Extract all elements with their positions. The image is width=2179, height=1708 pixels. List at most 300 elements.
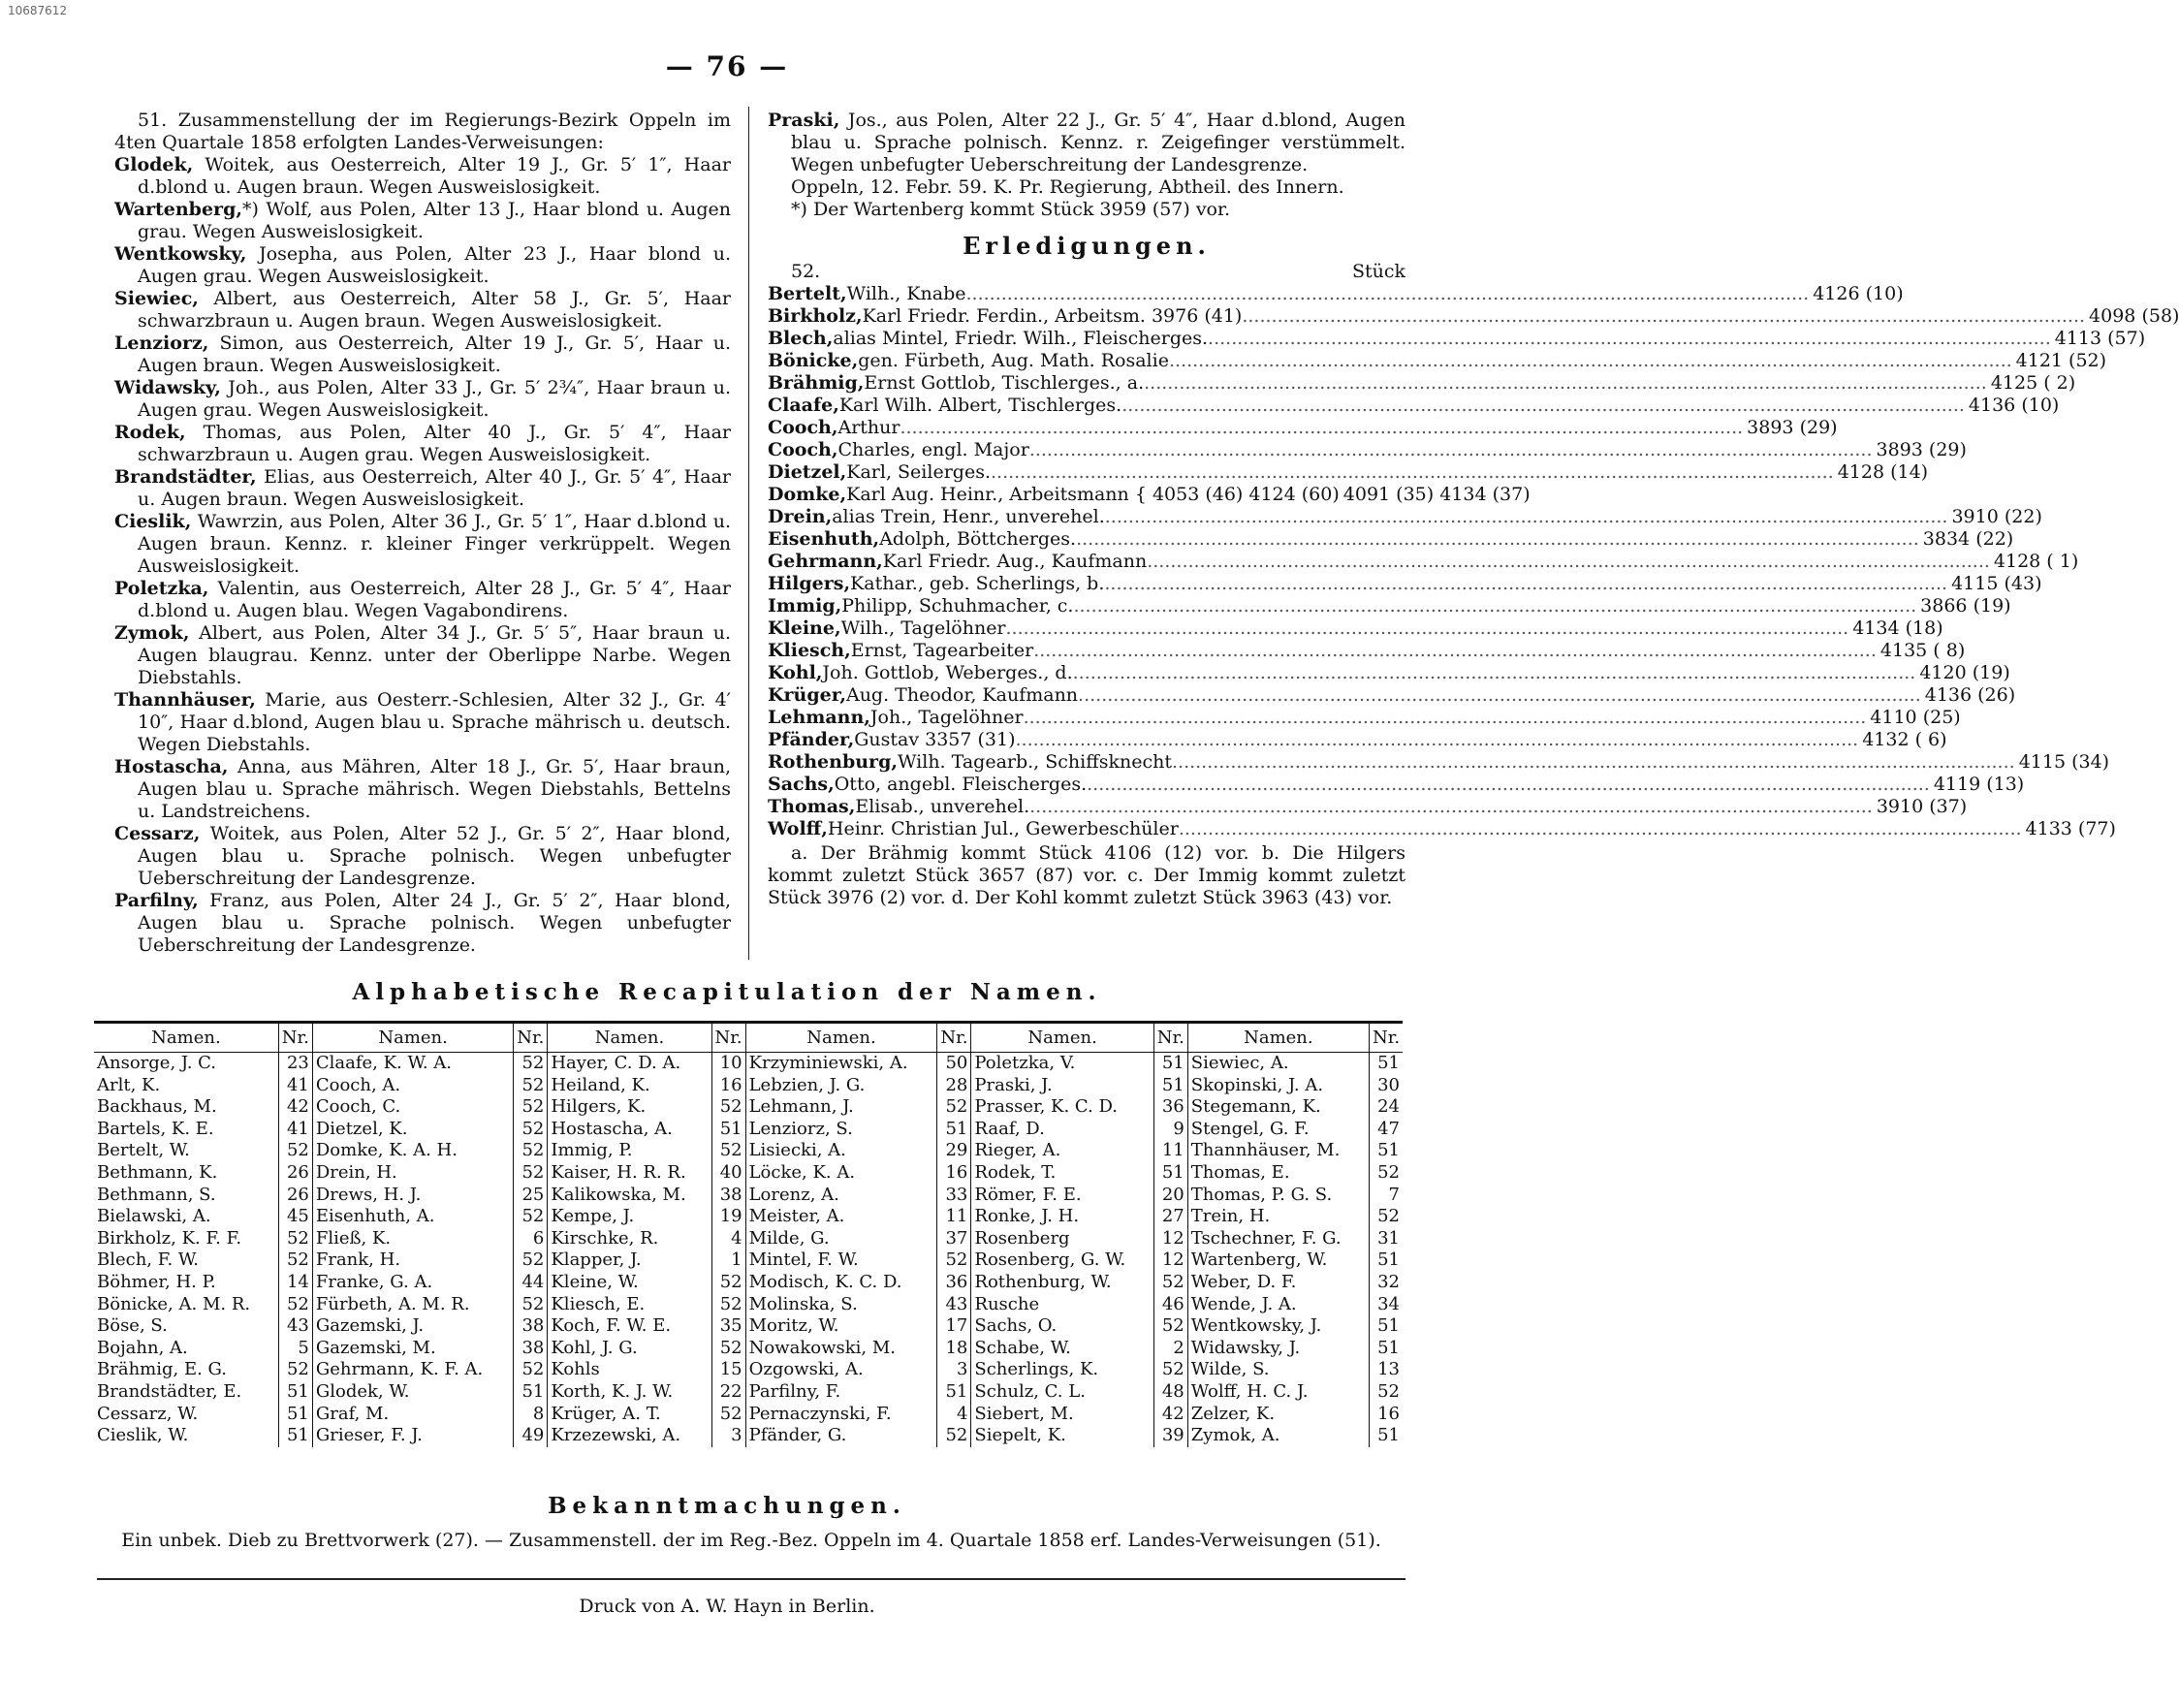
recap-name-cell: Immig, P.	[548, 1140, 711, 1162]
entry-name: Rodek,	[114, 422, 186, 443]
recap-nr-cell: 51	[1153, 1162, 1187, 1185]
erledigung-stueck: 4110 (25)	[1870, 707, 1961, 728]
table-row	[94, 1294, 1403, 1316]
table-row	[94, 1404, 1403, 1426]
recap-name-cell: Stegemann, K.	[1187, 1096, 1369, 1119]
entry-name: Parfilny,	[114, 890, 199, 911]
erledigung-detail: Ernst Gottlob, Tischlerges., a.	[864, 372, 1145, 394]
erledigung-row	[768, 461, 1929, 484]
erledigung-stueck: 3910 (37)	[1876, 796, 1968, 817]
recap-name-cell: Krzezewski, A.	[548, 1425, 711, 1447]
leader-dots	[1144, 372, 1987, 395]
erledigung-stueck: 4135 ( 8)	[1879, 640, 1966, 661]
erledigung-stueck: 4136 (26)	[1924, 684, 2016, 706]
recap-nr-cell: 16	[711, 1075, 745, 1097]
erledigung-name: Bönicke,	[768, 350, 859, 371]
recap-nr-cell: 52	[514, 1119, 548, 1141]
erledigung-name: Kohl,	[768, 662, 823, 683]
recap-name-cell: Eisenhuth, A.	[312, 1206, 514, 1228]
recap-name-cell: Rodek, T.	[971, 1162, 1153, 1185]
recap-nr-cell: 35	[711, 1315, 745, 1338]
erledigung-detail: Joh., Tagelöhner	[869, 707, 1024, 728]
leader-dots	[1179, 818, 2022, 840]
recap-name-cell: Modisch, K. C. D.	[745, 1272, 937, 1294]
recap-header-nr: Nr.	[1153, 1023, 1187, 1053]
expulsion-entry	[114, 823, 731, 890]
recap-name-cell: Weber, D. F.	[1187, 1272, 1369, 1294]
entry-text: Albert, aus Oesterreich, Alter 58 J., Gr. 5′, Haar schwarzbraun u. Augen braun. Wegen Ausweislosigkeit.	[138, 288, 731, 332]
leader-dots	[1078, 684, 1921, 707]
expulsion-entry	[114, 288, 731, 332]
expulsion-entry	[114, 243, 731, 288]
recap-nr-cell: 34	[1377, 1293, 1400, 1314]
recap-name-cell: Fließ, K.	[312, 1228, 514, 1250]
recap-name-cell: Grieser, F. J.	[312, 1425, 514, 1447]
recap-nr-cell: 31	[1377, 1227, 1400, 1249]
table-row	[94, 1228, 1403, 1250]
leader-dots	[1172, 751, 2015, 774]
erledigung-detail: alias Mintel, Friedr. Wilh., Fleischerges.	[833, 328, 1209, 349]
expulsion-entry	[114, 154, 731, 199]
recap-nr-cell: 38	[514, 1338, 548, 1360]
erledigung-detail: alias Trein, Henr., unverehel.	[832, 506, 1105, 527]
recap-header-name: Namen.	[745, 1023, 937, 1053]
recap-nr-cell: 49	[514, 1425, 548, 1447]
recap-nr-cell: 51	[1377, 1249, 1400, 1271]
recap-nr-cell: 19	[711, 1206, 745, 1228]
table-row	[94, 1272, 1403, 1294]
recap-name-cell: Gazemski, M.	[312, 1338, 514, 1360]
recap-name-cell: Ansorge, J. C.	[94, 1053, 278, 1075]
right-column	[768, 110, 2179, 909]
leader-dots	[1029, 796, 1873, 818]
recap-nr-cell: 28	[937, 1075, 971, 1097]
erledigung-name: Kleine,	[768, 617, 841, 639]
erledigung-name: Wolff,	[768, 818, 828, 839]
entry-text: Joh., aus Polen, Alter 33 J., Gr. 5′ 2¾″, Haar braun u. Augen grau. Wegen Ausweislosigkeit.	[138, 377, 731, 421]
recap-name-cell: Kaiser, H. R. R.	[548, 1162, 711, 1185]
entry-text: Woitek, aus Oesterreich, Alter 19 J., Gr. 5′ 1″, Haar d.blond u. Augen braun. Wegen Ausweislosigkeit.	[138, 154, 731, 198]
recap-name-cell: Thannhäuser, M.	[1187, 1140, 1369, 1162]
recap-header-nr: Nr.	[937, 1023, 971, 1053]
entry-text: Simon, aus Oesterreich, Alter 19 J., Gr. 5′, Haar u. Augen braun. Wegen Ausweislosigkeit.	[138, 332, 731, 376]
erledigung-detail: Adolph, Böttcherges.	[879, 528, 1077, 550]
expulsion-entry	[114, 199, 731, 243]
recap-nr-cell: 14	[278, 1272, 312, 1294]
erledigungen-list	[768, 283, 2179, 840]
table-row	[94, 1119, 1403, 1141]
expulsion-entry	[114, 689, 731, 756]
recap-name-cell: Kirschke, R.	[548, 1228, 711, 1250]
erledigung-name: Lehmann,	[768, 707, 870, 728]
recap-nr-cell: 52	[514, 1053, 548, 1075]
expulsion-entry	[114, 332, 731, 377]
entry-name: Wentkowsky,	[114, 243, 247, 265]
erledigungen-title: Erledigungen.	[963, 232, 1211, 260]
erledigung-stueck: 3893 (29)	[1876, 439, 1967, 460]
recap-header-name: Namen.	[312, 1023, 514, 1053]
erledigung-stueck: 4115 (43)	[1951, 573, 2042, 594]
entry-name: Hostascha,	[114, 756, 229, 777]
recap-nr-cell: 52	[1153, 1315, 1187, 1338]
recap-nr-cell: 51	[937, 1119, 971, 1141]
recap-nr-cell: 52	[278, 1249, 312, 1272]
recap-nr-cell: 52	[1377, 1380, 1400, 1402]
recap-nr-cell: 2	[1153, 1338, 1187, 1360]
table-row	[94, 1425, 1403, 1447]
erledigung-name: Cooch,	[768, 439, 838, 460]
recap-nr-cell: 51	[278, 1381, 312, 1404]
leader-dots	[1105, 506, 1948, 528]
recap-nr-cell: 41	[278, 1119, 312, 1141]
recap-nr-cell: 47	[1377, 1118, 1400, 1139]
erledigung-name: Thomas,	[768, 796, 856, 817]
recap-name-cell: Kalikowska, M.	[548, 1185, 711, 1207]
recap-nr-cell: 51	[278, 1425, 312, 1447]
table-row	[94, 1162, 1403, 1185]
recap-name-cell: Löcke, K. A.	[745, 1162, 937, 1185]
recap-nr-cell: 16	[1377, 1403, 1400, 1424]
recap-nr-cell: 52	[937, 1096, 971, 1119]
recap-nr-cell: 51	[1153, 1053, 1187, 1075]
section-51-intro: 51. Zusammenstellung der im Regierungs-Bezirk Oppeln im 4ten Quartale 1858 erfolgten Landes-Verweisungen:	[114, 110, 731, 153]
recap-name-cell: Siepelt, K.	[971, 1425, 1153, 1447]
recap-nr-cell: 17	[937, 1315, 971, 1338]
recap-nr-cell: 52	[278, 1359, 312, 1381]
recap-nr-cell: 52	[514, 1359, 548, 1381]
expulsion-entry	[114, 422, 731, 466]
recap-name-cell: Sachs, O.	[971, 1315, 1153, 1338]
recap-name-cell: Lehmann, J.	[745, 1096, 937, 1119]
erledigung-detail: Ernst, Tagearbeiter	[850, 640, 1034, 661]
entry-text: Thomas, aus Polen, Alter 40 J., Gr. 5′ 4″, Haar schwarzbraun u. Augen grau. Wegen Ausweislosigkeit.	[138, 422, 731, 465]
erledigungen-number: 52.	[791, 261, 821, 282]
recap-nr-cell: 52	[514, 1162, 548, 1185]
recap-name-cell: Klapper, J.	[548, 1249, 711, 1272]
recap-name-cell: Zelzer, K.	[1187, 1404, 1369, 1426]
leader-dots	[1024, 707, 1867, 729]
recap-name-cell: Wilde, S.	[1187, 1359, 1369, 1381]
leader-dots	[1147, 551, 1990, 573]
erledigung-row	[768, 417, 1838, 439]
erledigung-detail: Gustav 3357 (31)	[854, 729, 1016, 750]
erledigung-detail: Wilh., Tagelöhner	[840, 617, 1006, 639]
entry-name: Lenziorz,	[114, 332, 209, 354]
table-row	[94, 1249, 1403, 1272]
erledigung-row	[768, 551, 2079, 573]
recap-nr-cell: 51	[1153, 1075, 1187, 1097]
leader-dots	[1033, 640, 1877, 662]
recap-name-cell: Franke, G. A.	[312, 1272, 514, 1294]
left-column	[114, 110, 731, 957]
recap-nr-cell: 42	[1153, 1404, 1187, 1426]
entry-text: Valentin, aus Oesterreich, Alter 28 J., Gr. 5′ 4″, Haar d.blond u. Augen blau. Wegen Vagabondirens.	[138, 578, 731, 621]
recap-nr-cell: 36	[1153, 1096, 1187, 1119]
recap-nr-cell: 51	[1377, 1425, 1400, 1446]
expulsion-entry	[114, 466, 731, 511]
recap-name-cell: Rieger, A.	[971, 1140, 1153, 1162]
erledigung-detail: Elisab., unverehel.	[855, 796, 1030, 817]
recap-nr-cell: 37	[937, 1228, 971, 1250]
recap-nr-cell: 15	[711, 1359, 745, 1381]
recap-nr-cell: 3	[937, 1359, 971, 1381]
recap-nr-cell: 1	[711, 1249, 745, 1272]
recap-name-cell: Milde, G.	[745, 1228, 937, 1250]
entry-name: Praski,	[768, 110, 840, 131]
recap-name-cell: Cieslik, W.	[94, 1425, 278, 1447]
recap-name-cell: Dietzel, K.	[312, 1119, 514, 1141]
erledigung-row	[768, 707, 1961, 729]
recap-nr-cell: 52	[711, 1140, 745, 1162]
erledigung-name: Kliesch,	[768, 640, 851, 661]
signature: Oppeln, 12. Febr. 59. K. Pr. Regierung, Abtheil. des Innern.	[791, 176, 1344, 198]
recap-nr-cell: 25	[514, 1185, 548, 1207]
recap-nr-cell: 22	[711, 1381, 745, 1404]
erledigung-stueck: 4091 (35) 4134 (37)	[1342, 484, 1531, 505]
recap-name-cell: Böse, S.	[94, 1315, 278, 1338]
erledigung-detail: Heinr. Christian Jul., Gewerbeschüler	[827, 818, 1179, 839]
recap-name-cell: Lebzien, J. G.	[745, 1075, 937, 1097]
erledigung-stueck: 4115 (34)	[2018, 751, 2110, 773]
recap-name-cell: Römer, F. E.	[971, 1185, 1153, 1207]
recap-nr-cell: 10	[711, 1053, 745, 1075]
recap-nr-cell: 51	[1377, 1053, 1400, 1073]
recap-nr-cell: 33	[937, 1185, 971, 1207]
recap-name-cell: Kleine, W.	[548, 1272, 711, 1294]
recap-name-cell: Bethmann, S.	[94, 1185, 278, 1207]
expulsion-entry	[768, 110, 1405, 176]
leader-dots	[1016, 729, 1859, 751]
erledigung-stueck: 4134 (18)	[1852, 617, 1943, 639]
entry-text: Woitek, aus Polen, Alter 52 J., Gr. 5′ 2″, Haar blond, Augen blau u. Sprache polnisch. Wegen unbefugter Ueberschreitung der Landesgrenze.	[138, 823, 731, 889]
erledigung-stueck: 3834 (22)	[1922, 528, 2014, 550]
recap-nr-cell: 52	[514, 1294, 548, 1316]
recap-name-cell: Mintel, F. W.	[745, 1249, 937, 1272]
leader-dots	[991, 461, 1834, 484]
recap-name-cell: Raaf, D.	[971, 1119, 1153, 1141]
recap-nr-cell: 9	[1153, 1119, 1187, 1141]
recap-nr-cell: 13	[1377, 1359, 1400, 1380]
entry-name: Poletzka,	[114, 578, 209, 599]
recap-name-cell: Thomas, E.	[1187, 1162, 1369, 1185]
erledigung-detail: Wilh., Knabe	[846, 283, 966, 304]
recap-name-cell: Ronke, J. H.	[971, 1206, 1153, 1228]
recap-name-cell: Wende, J. A.	[1187, 1294, 1369, 1316]
recap-nr-cell: 11	[1153, 1140, 1187, 1162]
erledigung-row	[768, 684, 2016, 707]
erledigung-row	[768, 751, 2110, 774]
entry-text: Albert, aus Polen, Alter 34 J., Gr. 5′ 5″, Haar braun u. Augen blaugrau. Kennz. unter der Oberlippe Narbe. Wegen Diebstahls.	[138, 622, 731, 688]
recap-name-cell: Gehrmann, K. F. A.	[312, 1359, 514, 1381]
erledigungen-stueck-header: Stück	[1351, 261, 1405, 282]
erledigung-row	[768, 640, 1966, 662]
recap-header-row	[94, 1023, 1403, 1053]
recap-nr-cell: 44	[514, 1272, 548, 1294]
recap-nr-cell: 30	[1377, 1074, 1400, 1095]
recap-nr-cell: 6	[514, 1228, 548, 1250]
erledigung-row	[768, 283, 1904, 305]
recap-nr-cell: 36	[937, 1272, 971, 1294]
recap-nr-cell: 38	[514, 1315, 548, 1338]
expulsion-entry	[114, 511, 731, 578]
expulsion-entry	[114, 377, 731, 422]
erledigung-row	[768, 350, 2107, 372]
erledigung-row	[768, 617, 1943, 640]
recap-name-cell: Trein, H.	[1187, 1206, 1369, 1228]
erledigung-stueck: 4098 (58)	[2089, 305, 2179, 327]
recap-name-cell: Rothenburg, W.	[971, 1272, 1153, 1294]
recap-nr-cell: 52	[514, 1075, 548, 1097]
recap-nr-cell: 40	[711, 1162, 745, 1185]
recap-nr-cell: 51	[711, 1119, 745, 1141]
erledigung-name: Drein,	[768, 506, 833, 527]
entry-text: *) Wolf, aus Polen, Alter 13 J., Haar blond u. Augen grau. Wegen Ausweislosigkeit.	[138, 199, 731, 242]
recap-nr-cell: 7	[1388, 1184, 1400, 1205]
recap-name-cell: Widawsky, J.	[1187, 1338, 1369, 1360]
table-row	[94, 1185, 1403, 1207]
recap-name-cell: Koch, F. W. E.	[548, 1315, 711, 1338]
recap-nr-cell: 52	[937, 1425, 971, 1447]
table-row	[94, 1206, 1403, 1228]
erledigung-detail: Aug. Theodor, Kaufmann	[845, 684, 1079, 706]
erledigung-stueck: 4136 (10)	[1968, 395, 2060, 416]
table-row	[94, 1338, 1403, 1360]
recap-nr-cell: 24	[1377, 1096, 1400, 1118]
printer-imprint: Druck von A. W. Hayn in Berlin.	[579, 1596, 875, 1617]
recap-name-cell: Cooch, A.	[312, 1075, 514, 1097]
leader-dots	[1087, 774, 1930, 796]
recap-name-cell: Brähmig, E. G.	[94, 1359, 278, 1381]
recap-nr-cell: 52	[278, 1228, 312, 1250]
expulsion-entry	[114, 756, 731, 823]
recap-name-cell: Wentkowsky, J.	[1187, 1315, 1369, 1338]
table-row	[94, 1075, 1403, 1097]
recap-nr-cell: 52	[1377, 1161, 1400, 1183]
erledigung-stueck: 4119 (13)	[1933, 774, 2025, 795]
recap-nr-cell: 51	[1377, 1140, 1400, 1161]
entry-name: Cieslik,	[114, 511, 192, 532]
recap-name-cell: Bertelt, W.	[94, 1140, 278, 1162]
erledigung-detail: gen. Fürbeth, Aug. Math. Rosalie	[858, 350, 1169, 371]
recap-name-cell: Kempe, J.	[548, 1206, 711, 1228]
table-row	[94, 1053, 1403, 1075]
erledigung-name: Domke,	[768, 484, 847, 505]
erledigung-row	[768, 328, 2146, 350]
recap-name-cell: Kohl, J. G.	[548, 1338, 711, 1360]
expulsion-entry	[114, 578, 731, 622]
recap-header-nr: Nr.	[514, 1023, 548, 1053]
entry-name: Brandstädter,	[114, 466, 257, 488]
leader-dots	[966, 283, 1810, 305]
recap-name-cell: Domke, K. A. H.	[312, 1140, 514, 1162]
erledigung-stueck: 4132 ( 6)	[1862, 729, 1947, 750]
recap-nr-cell: 52	[1377, 1206, 1400, 1227]
recap-nr-cell: 52	[514, 1206, 548, 1228]
expulsion-entry	[114, 890, 731, 957]
erledigung-name: Krüger,	[768, 684, 846, 706]
erledigung-row	[768, 595, 2011, 617]
leader-dots	[1073, 595, 1916, 617]
recap-name-cell: Lenziorz, S.	[745, 1119, 937, 1141]
erledigung-stueck: 4121 (52)	[2015, 350, 2107, 371]
recap-name-cell: Schabe, W.	[971, 1338, 1153, 1360]
recap-header-nr: Nr.	[711, 1023, 745, 1053]
recap-name-cell: Wolff, H. C. J.	[1187, 1381, 1369, 1404]
recap-nr-cell: 50	[937, 1053, 971, 1075]
recap-header-name: Namen.	[94, 1023, 278, 1053]
erledigung-stueck: 4125 ( 2)	[1990, 372, 2076, 394]
recap-nr-cell: 32	[1377, 1271, 1400, 1292]
recap-title: Alphabetische Recapitulation der Namen.	[352, 979, 1102, 1005]
erledigung-stueck: 4126 (10)	[1813, 283, 1904, 304]
recap-nr-cell: 41	[278, 1075, 312, 1097]
recap-name-cell: Tschechner, F. G.	[1187, 1228, 1369, 1250]
recap-name-cell: Drein, H.	[312, 1162, 514, 1185]
erledigung-stueck: 4113 (57)	[2054, 328, 2146, 349]
erledigung-name: Eisenhuth,	[768, 528, 880, 550]
leader-dots	[1169, 350, 2012, 372]
table-row	[94, 1359, 1403, 1381]
entry-text: Wawrzin, aus Polen, Alter 36 J., Gr. 5′ 1″, Haar d.blond u. Augen braun. Kennz. r. kleiner Finger verkrüppelt. Wegen Ausweislosigkeit.	[138, 511, 731, 577]
entry-text: Jos., aus Polen, Alter 22 J., Gr. 5′ 4″, Haar d.blond, Augen blau u. Sprache polnisch. Kennz. r. Zeigefinger verstümmelt. Wegen unbefugter Ueberschreitung der Landesgrenze.	[791, 110, 1405, 175]
recap-name-cell: Bethmann, K.	[94, 1162, 278, 1185]
recap-name-cell: Krüger, A. T.	[548, 1404, 711, 1426]
recap-header-name: Namen.	[548, 1023, 711, 1053]
erledigung-name: Cooch,	[768, 417, 838, 438]
recap-nr-cell: 42	[278, 1096, 312, 1119]
recap-name-cell: Zymok, A.	[1187, 1425, 1369, 1447]
recap-name-cell: Rusche	[971, 1294, 1153, 1316]
page-number: — 76 —	[665, 50, 789, 82]
recap-nr-cell: 12	[1153, 1228, 1187, 1250]
recap-nr-cell: 18	[937, 1338, 971, 1360]
expulsion-entry	[114, 622, 731, 689]
leader-dots	[1208, 328, 2051, 350]
erledigung-detail: Karl, Seilerges.	[846, 461, 991, 483]
recap-name-cell: Bielawski, A.	[94, 1206, 278, 1228]
erledigung-name: Pfänder,	[768, 729, 855, 750]
recap-nr-cell: 52	[711, 1294, 745, 1316]
erledigung-row	[768, 573, 2042, 595]
expulsion-list	[114, 154, 731, 957]
erledigung-row	[768, 506, 2042, 528]
erledigung-name: Immig,	[768, 595, 842, 617]
recap-nr-cell: 4	[937, 1404, 971, 1426]
recap-name-cell: Fürbeth, A. M. R.	[312, 1294, 514, 1316]
recap-header-nr: Nr.	[1370, 1023, 1404, 1053]
entry-text: Josepha, aus Polen, Alter 23 J., Haar blond u. Augen grau. Wegen Ausweislosigkeit.	[138, 243, 731, 287]
recap-name-cell: Pfänder, G.	[745, 1425, 937, 1447]
recap-name-cell: Prasser, K. C. D.	[971, 1096, 1153, 1119]
entry-name: Wartenberg,	[114, 199, 242, 220]
erledigung-detail: Joh. Gottlob, Weberges., d.	[822, 662, 1073, 683]
recap-nr-cell: 43	[937, 1294, 971, 1316]
erledigung-detail: Charles, engl. Major	[837, 439, 1029, 460]
recap-name-cell: Siewiec, A.	[1187, 1053, 1369, 1075]
recap-name-cell: Frank, H.	[312, 1249, 514, 1272]
recap-name-cell: Glodek, W.	[312, 1381, 514, 1404]
entry-name: Siewiec,	[114, 288, 199, 309]
recap-name-cell: Birkholz, K. F. F.	[94, 1228, 278, 1250]
column-divider	[748, 107, 749, 960]
erledigung-row	[768, 439, 1967, 461]
recap-name-cell: Kohls	[548, 1359, 711, 1381]
entry-text: Marie, aus Oesterr.-Schlesien, Alter 32 J., Gr. 4′ 10″, Haar d.blond, Augen blau u. Sprache mährisch u. deutsch. Wegen Diebstahls.	[138, 689, 731, 755]
recap-nr-cell: 52	[711, 1338, 745, 1360]
erledigung-detail: Karl Aug. Heinr., Arbeitsmann { 4053 (46) 4124 (60)	[846, 484, 1340, 505]
entry-text: Elias, aus Oesterreich, Alter 40 J., Gr. 5′ 4″, Haar u. Augen braun. Wegen Ausweislosigkeit.	[138, 466, 731, 510]
recap-name-cell: Schulz, C. L.	[971, 1381, 1153, 1404]
